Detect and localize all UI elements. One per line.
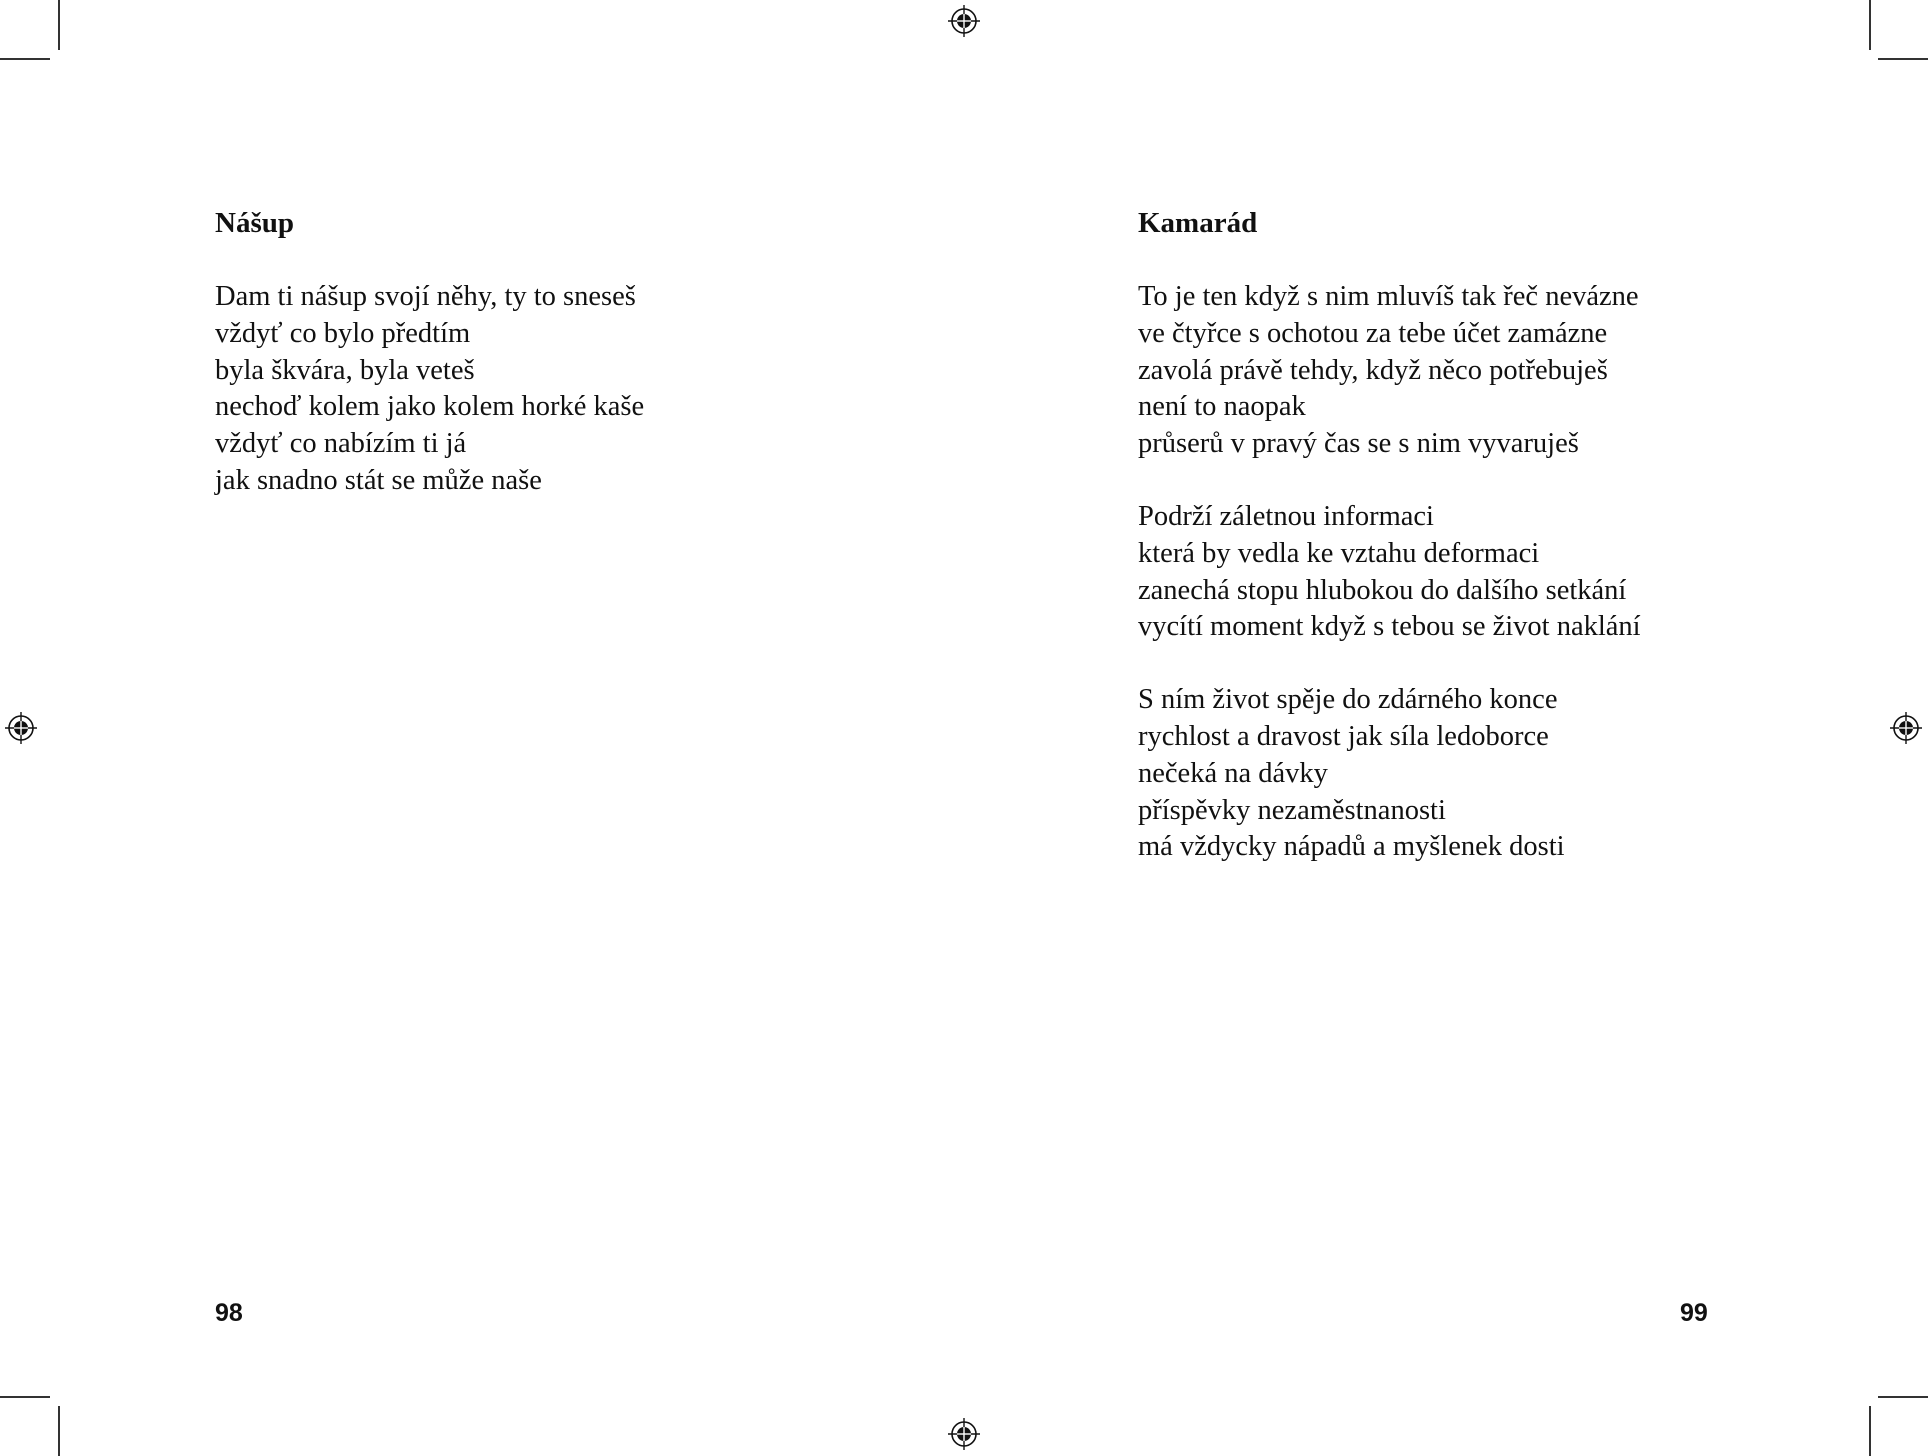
verse-line: nechoď kolem jako kolem horké kaše [215, 391, 645, 423]
crop-mark [1869, 0, 1871, 50]
verse-line: jak snadno stát se může naše [215, 464, 542, 496]
crop-mark [0, 58, 50, 60]
verse-line: vycítí moment když s tebou se život naklání [1138, 611, 1641, 643]
verse-line: která by vedla ke vztahu deformaci [1138, 537, 1540, 569]
verse-line: vždyť co bylo předtím [215, 317, 471, 349]
stanza [1138, 682, 1641, 866]
page-number: 98 [215, 1299, 243, 1327]
registration-mark-icon [5, 712, 37, 744]
verse-line: byla škvára, byla veteš [215, 354, 475, 386]
stanza [1138, 279, 1641, 463]
crop-mark [58, 1406, 60, 1456]
verse-line: příspěvky nezaměstnanosti [1138, 794, 1446, 826]
verse-line: S ním život spěje do zdárného konce [1138, 684, 1558, 716]
registration-mark-icon [1890, 712, 1922, 744]
poem-nasup [215, 205, 644, 536]
verse-line: průserů v pravý čas se s nim vyvaruješ [1138, 428, 1579, 460]
verse-line: ve čtyřce s ochotou za tebe účet zamázne [1138, 317, 1608, 349]
registration-mark-icon [948, 5, 980, 37]
verse-line: rychlost a dravost jak síla ledoborce [1138, 720, 1549, 752]
crop-mark [0, 1396, 50, 1398]
verse-line: vždyť co nabízím ti já [215, 428, 467, 460]
verse-line: To je ten když s nim mluvíš tak řeč nevázne [1138, 281, 1639, 312]
stanza [215, 279, 644, 500]
poem-kamarad [1138, 205, 1641, 902]
poem-title: Nášup [215, 207, 294, 239]
crop-mark [1869, 1406, 1871, 1456]
crop-mark [1878, 58, 1928, 60]
right-page [964, 0, 1928, 1456]
registration-mark-icon [948, 1418, 980, 1450]
crop-mark [1878, 1396, 1928, 1398]
stanza [1138, 499, 1641, 646]
poem-title: Kamarád [1138, 207, 1258, 239]
verse-line: nečeká na dávky [1138, 757, 1328, 789]
verse-line: má vždycky nápadů a myšlenek dosti [1138, 831, 1565, 863]
verse-line: není to naopak [1138, 391, 1306, 423]
verse-line: zavolá právě tehdy, když něco potřebuješ [1138, 354, 1608, 386]
verse-line: Dam ti nášup svojí něhy, ty to sneseš [215, 281, 636, 312]
verse-line: Podrží záletnou informaci [1138, 500, 1434, 532]
crop-mark [58, 0, 60, 50]
verse-line: zanechá stopu hlubokou do dalšího setkání [1138, 574, 1627, 606]
page-number: 99 [1680, 1299, 1708, 1327]
